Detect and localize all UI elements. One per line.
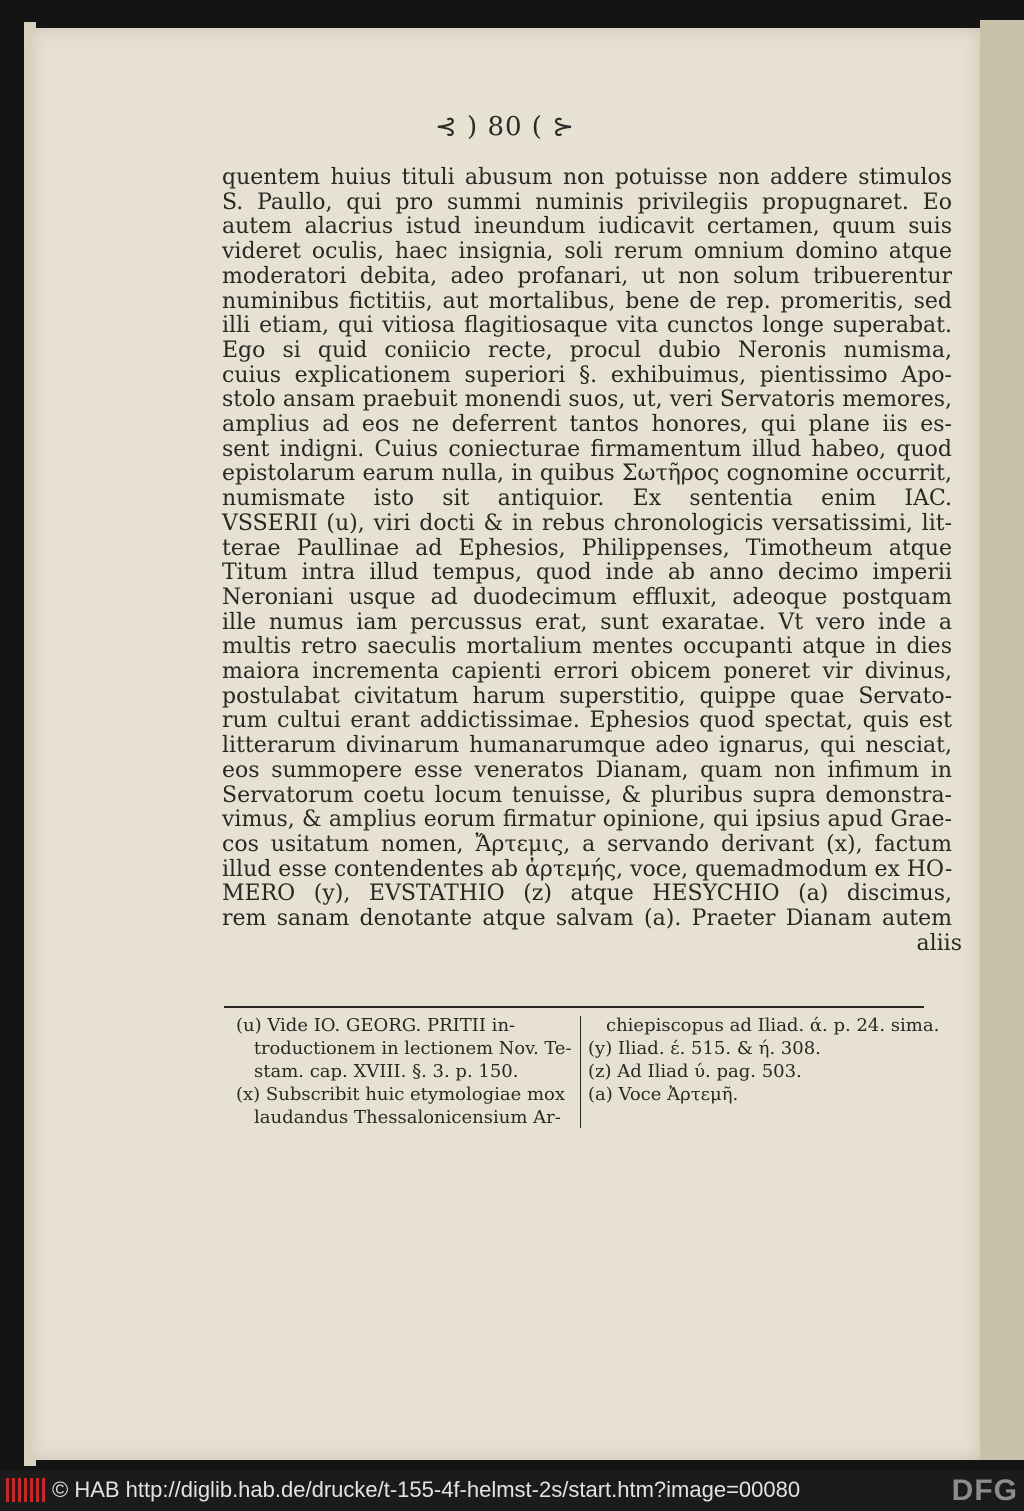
footnote-line: laudandus Thessalonicensium Ar- — [254, 1107, 561, 1128]
footnote-line: (z) Ad Iliad ύ. pag. 503. — [588, 1061, 802, 1082]
body-line: quentem huius tituli abusum non potuisse non addere stimulos — [222, 165, 952, 190]
body-line: Servatorum coetu locum tenuisse, & pluribus supra demonstra- — [222, 782, 952, 808]
footnote-line: chiepiscopus ad Iliad. ά. p. 24. sima. — [606, 1015, 940, 1036]
body-line: VSSERII (u), viri docti & in rebus chronologicis versatissimi, lit- — [222, 510, 952, 536]
body-line: Titum intra illud tempus, quod inde ab anno decimo imperii — [222, 560, 952, 586]
page-header: ⊰ ) 80 ( ⊱ — [435, 112, 575, 142]
book-page — [30, 28, 980, 1460]
body-line: vimus, & amplius eorum firmatur opinione, qui ipsius apud Grae- — [222, 807, 952, 833]
body-line: illi etiam, qui vitiosa flagitiosaque vita cunctos longe superabat. — [222, 313, 952, 339]
footnote-line: (y) Iliad. έ. 515. & ή. 308. — [588, 1038, 821, 1059]
body-line: postulabat civitatum harum superstitio, quippe quae Servato- — [222, 683, 952, 709]
body-line: sent indigni. Cuius coniecturae firmamentum illud habeo, quod — [222, 436, 952, 462]
body-line: stolo ansam praebuit monendi suos, ut, veri Servatoris memores, — [222, 387, 952, 413]
body-line: cos usitatum nomen, Ἄρτεμις, a servando derivant (x), factum — [222, 831, 952, 857]
body-line: cuius explicationem superiori §. exhibuimus, pientissimo Apo- — [222, 362, 952, 388]
body-line: Neroniani usque ad duodecimum effluxit, adeoque postquam — [222, 584, 952, 610]
body-line: numismate isto sit antiquior. Ex sententia enim IAC. — [222, 486, 952, 512]
body-line: maiora incrementa capienti errori obicem poneret vir divinus, — [222, 659, 952, 685]
body-line: numinibus fictitiis, aut mortalibus, bene de rep. promeritis, sed — [222, 288, 952, 314]
catchword: aliis — [916, 930, 962, 956]
footnote-line: troductionem in lectionem Nov. Te- — [253, 1038, 572, 1059]
body-line: terae Paullinae ad Ephesios, Philippenses, Timotheum atque — [222, 535, 952, 561]
adjacent-page-edge — [980, 20, 1024, 1460]
footnote-line: (a) Voce Ἀρτεμῆ. — [588, 1084, 739, 1105]
body-line: ille numus iam percussus erat, sunt exaratae. Vt vero inde a — [222, 609, 952, 635]
body-line: videret oculis, haec insignia, soli rerum omnium domino atque — [222, 239, 952, 265]
footnote-rule — [224, 1006, 924, 1008]
footnote-line: (x) Subscribit huic etymologiae mox — [236, 1084, 566, 1105]
body-line: illud esse contendentes ab ἀρτεμής, voce, quemadmodum ex HO- — [222, 856, 953, 882]
body-line: S. Paullo, qui pro summi numinis privilegiis propugnaret. Eo — [222, 189, 952, 215]
footnotes-right — [588, 1014, 940, 1106]
hab-logo-icon — [6, 1478, 46, 1502]
body-line: rem sanam denotante atque salvam (a). Praeter Dianam autem — [222, 906, 952, 932]
copyright-url[interactable]: © HAB http://diglib.hab.de/drucke/t-155-4f-helmst-2s/start.htm?image=00080 — [52, 1477, 801, 1502]
dfg-logo: DFG — [951, 1474, 1018, 1507]
body-line: MERO (y), EVSTATHIO (z) atque HESYCHIO (a) discimus, — [222, 881, 952, 907]
body-line: epistolarum earum nulla, in quibus Σωτῆρος cognomine occurrit, — [222, 461, 952, 487]
body-line: Ego si quid coniicio recte, procul dubio Neronis numisma, — [222, 337, 952, 363]
footnote-line: (u) Vide IO. GEORG. PRITII in- — [236, 1015, 516, 1036]
body-line: multis retro saeculis mortalium mentes occupanti atque in dies — [222, 634, 952, 660]
footnotes-left — [236, 1014, 576, 1129]
body-line: autem alacrius istud ineundum iudicavit certamen, quum suis — [222, 214, 952, 240]
body-text — [222, 166, 962, 957]
adjacent-page-ghost-text — [990, 110, 1020, 310]
body-line: rum cultui erant addictissimae. Ephesios quod spectat, quis est — [222, 708, 952, 734]
body-line: eos summopere esse veneratos Dianam, quam non infimum in — [222, 757, 952, 783]
viewer-footer — [0, 1470, 1024, 1511]
body-line: amplius ad eos ne deferrent tantos honores, qui plane iis es- — [222, 412, 952, 438]
body-line: moderatori debita, adeo profanari, ut non solum tribuerentur — [222, 263, 952, 289]
footnote-line: stam. cap. XVIII. §. 3. p. 150. — [254, 1061, 519, 1082]
body-line: litterarum divinarum humanarumque adeo ignarus, qui nesciat, — [222, 733, 952, 759]
